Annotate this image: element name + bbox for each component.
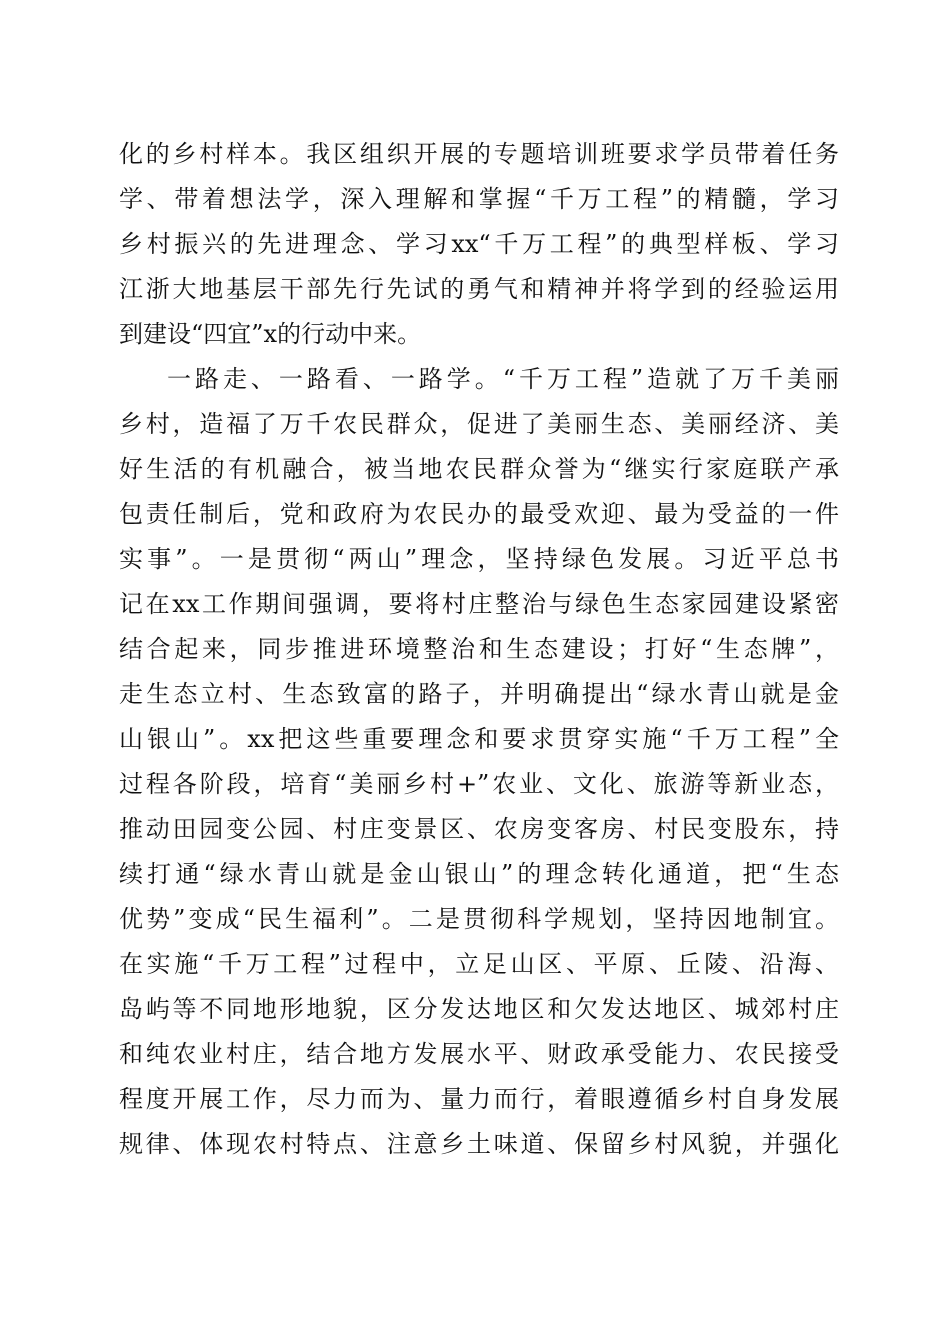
text-line: 化的乡村样本。我区组织开展的专题培训班要求学员带着任务 bbox=[119, 140, 839, 168]
text-line: 和纯农业村庄，结合地方发展水平、财政承受能力、农民接受 bbox=[119, 1040, 839, 1068]
text-line: 过程各阶段，培育“美丽乡村+”农业、文化、旅游等新业态， bbox=[119, 770, 839, 798]
text-line: 包责任制后，党和政府为农民办的最受欢迎、最为受益的一件 bbox=[119, 500, 839, 528]
text-line: 优势”变成“民生福利”。二是贯彻科学规划，坚持因地制宜。 bbox=[119, 905, 839, 933]
text-line: 好生活的有机融合，被当地农民群众誉为“继实行家庭联产承 bbox=[119, 455, 839, 483]
text-line: 乡村，造福了万千农民群众，促进了美丽生态、美丽经济、美 bbox=[119, 410, 839, 438]
text-line: 结合起来，同步推进环境整治和生态建设；打好“生态牌”， bbox=[119, 635, 839, 663]
text-line: 程度开展工作，尽力而为、量力而行，着眼遵循乡村自身发展 bbox=[119, 1085, 839, 1113]
text-line: 岛屿等不同地形地貌，区分发达地区和欠发达地区、城郊村庄 bbox=[119, 995, 839, 1023]
text-line: 规律、体现农村特点、注意乡土味道、保留乡村风貌，并强化 bbox=[119, 1130, 839, 1158]
text-line: 走生态立村、生态致富的路子，并明确提出“绿水青山就是金 bbox=[119, 680, 839, 708]
text-line: 乡村振兴的先进理念、学习xx“千万工程”的典型样板、学习 bbox=[119, 230, 839, 258]
text-line: 推动田园变公园、村庄变景区、农房变客房、村民变股东，持 bbox=[119, 815, 839, 843]
text-line: 到建设“四宜”x的行动中来。 bbox=[119, 320, 422, 348]
text-line: 学、带着想法学，深入理解和掌握“千万工程”的精髓，学习 bbox=[119, 185, 839, 213]
paragraph-first-line: 一路走、一路看、一路学。“千万工程”造就了万千美丽 bbox=[167, 365, 839, 393]
text-line: 续打通“绿水青山就是金山银山”的理念转化通道，把“生态 bbox=[119, 860, 839, 888]
text-line: 实事”。一是贯彻“两山”理念，坚持绿色发展。习近平总书 bbox=[119, 545, 839, 573]
text-line: 江浙大地基层干部先行先试的勇气和精神并将学到的经验运用 bbox=[119, 275, 839, 303]
text-line: 山银山”。xx把这些重要理念和要求贯穿实施“千万工程”全 bbox=[119, 725, 839, 753]
text-line: 记在xx工作期间强调，要将村庄整治与绿色生态家园建设紧密 bbox=[119, 590, 839, 618]
text-line: 在实施“千万工程”过程中，立足山区、平原、丘陵、沿海、 bbox=[119, 950, 839, 978]
